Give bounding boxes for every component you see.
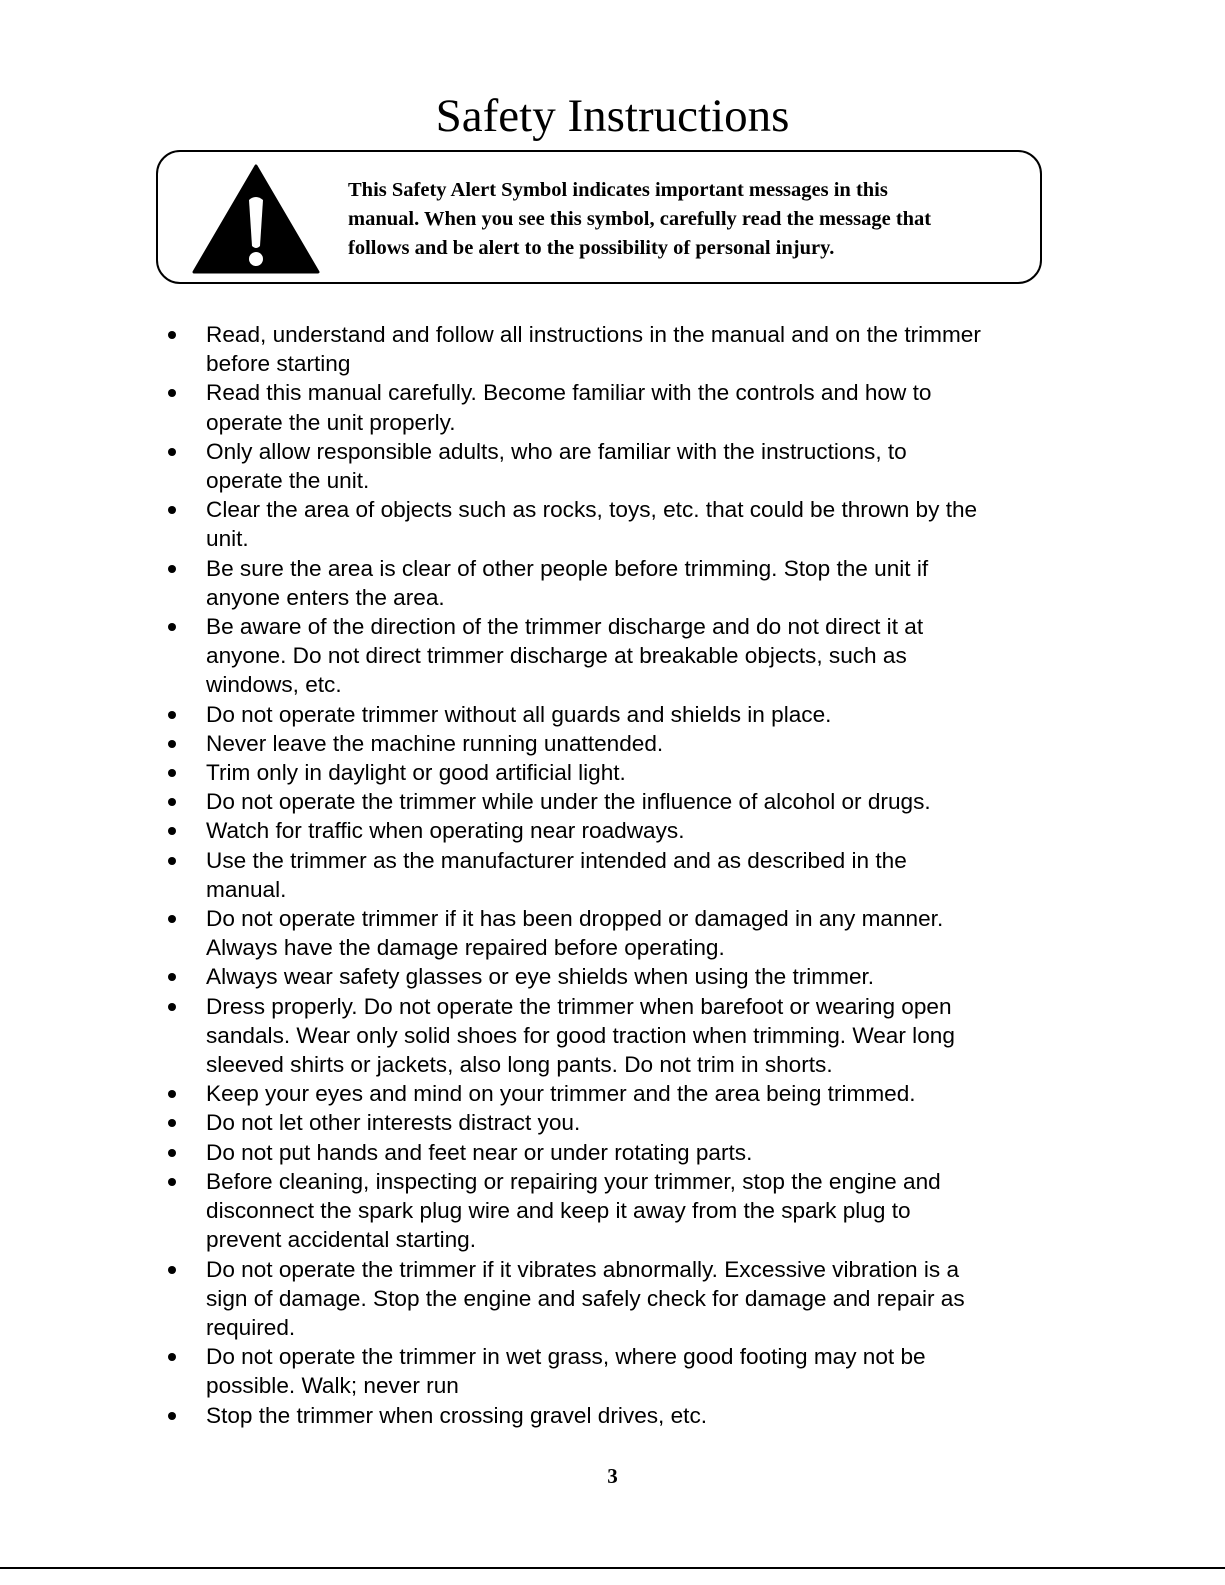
instruction-item <box>0 758 1225 787</box>
instruction-text-line: Trim only in daylight or good artificial light. <box>206 760 626 786</box>
instruction-item <box>0 554 1225 612</box>
bullet-dot-icon <box>168 389 176 397</box>
bullet-dot-icon <box>168 769 176 777</box>
instruction-text-line: Only allow responsible adults, who are familiar with the instructions, to <box>206 438 907 464</box>
instruction-item <box>0 1167 1225 1255</box>
safety-alert-box <box>156 150 1042 284</box>
instruction-text-line: operate the unit. <box>206 468 370 494</box>
bullet-dot-icon <box>168 448 176 456</box>
instruction-text-line: anyone. Do not direct trimmer discharge at breakable objects, such as <box>206 643 907 669</box>
bullet-dot-icon <box>168 565 176 573</box>
instruction-item <box>0 700 1225 729</box>
instruction-text-line: Clear the area of objects such as rocks, toys, etc. that could be thrown by the <box>206 497 978 523</box>
bullet-dot-icon <box>168 1003 176 1011</box>
instruction-text-line: Do not let other interests distract you. <box>206 1110 581 1136</box>
instruction-item <box>0 1255 1225 1343</box>
instruction-text-line: Do not put hands and feet near or under rotating parts. <box>206 1139 753 1165</box>
instruction-item <box>0 1108 1225 1137</box>
bullet-dot-icon <box>168 711 176 719</box>
instruction-item <box>0 846 1225 904</box>
bullet-dot-icon <box>168 915 176 923</box>
instruction-item <box>0 437 1225 495</box>
instruction-text-line: prevent accidental starting. <box>206 1227 477 1253</box>
instruction-item <box>0 1401 1225 1430</box>
instruction-text-line: Never leave the machine running unattended. <box>206 730 664 756</box>
alert-message <box>348 176 1048 263</box>
bullet-dot-icon <box>168 827 176 835</box>
instruction-item <box>0 962 1225 991</box>
instruction-text-line: sandals. Wear only solid shoes for good traction when trimming. Wear long <box>206 1022 955 1048</box>
bullet-dot-icon <box>168 506 176 514</box>
instruction-text-line: disconnect the spark plug wire and keep it away from the spark plug to <box>206 1198 911 1224</box>
instruction-item <box>0 904 1225 962</box>
bullet-dot-icon <box>168 1149 176 1157</box>
bullet-dot-icon <box>168 798 176 806</box>
instruction-text-line: Always have the damage repaired before operating. <box>206 935 725 961</box>
bullet-dot-icon <box>168 973 176 981</box>
instruction-item <box>0 1138 1225 1167</box>
instruction-item <box>0 320 1225 378</box>
instruction-text-line: Do not operate the trimmer in wet grass, where good footing may not be <box>206 1344 926 1370</box>
instruction-text-line: Be aware of the direction of the trimmer discharge and do not direct it at <box>206 614 924 640</box>
instruction-text-line: Do not operate trimmer if it has been dropped or damaged in any manner. <box>206 906 944 932</box>
page-number: 3 <box>607 1464 618 1488</box>
bullet-dot-icon <box>168 1178 176 1186</box>
bullet-dot-icon <box>168 1090 176 1098</box>
instruction-item <box>0 816 1225 845</box>
instruction-text-line: unit. <box>206 526 249 552</box>
instruction-text-line: Keep your eyes and mind on your trimmer and the area being trimmed. <box>206 1081 916 1107</box>
instruction-item <box>0 378 1225 436</box>
instruction-text-line: required. <box>206 1314 296 1340</box>
instruction-item <box>0 495 1225 553</box>
bullet-dot-icon <box>168 1266 176 1274</box>
bullet-dot-icon <box>168 1353 176 1361</box>
warning-triangle-exclamation-icon <box>192 164 320 274</box>
instruction-text-line: Always wear safety glasses or eye shields when using the trimmer. <box>206 964 875 990</box>
instruction-text-line: possible. Walk; never run <box>206 1373 459 1399</box>
instruction-text-line: before starting <box>206 351 351 377</box>
page-title: Safety Instructions <box>435 90 790 142</box>
page-bottom-rule <box>0 1567 1225 1569</box>
instruction-item <box>0 1342 1225 1400</box>
instruction-text-line: manual. <box>206 876 287 902</box>
safety-instruction-list <box>0 320 1225 1430</box>
alert-line: This Safety Alert Symbol indicates important messages in this <box>348 179 888 201</box>
bullet-dot-icon <box>168 331 176 339</box>
alert-line: follows and be alert to the possibility of personal injury. <box>348 237 835 259</box>
instruction-text-line: Stop the trimmer when crossing gravel drives, etc. <box>206 1402 708 1428</box>
instruction-text-line: Dress properly. Do not operate the trimmer when barefoot or wearing open <box>206 993 952 1019</box>
instruction-text-line: sign of damage. Stop the engine and safely check for damage and repair as <box>206 1285 965 1311</box>
bullet-dot-icon <box>168 740 176 748</box>
instruction-text-line: Be sure the area is clear of other people before trimming. Stop the unit if <box>206 555 929 581</box>
bullet-dot-icon <box>168 857 176 865</box>
instruction-item <box>0 787 1225 816</box>
instruction-text-line: Use the trimmer as the manufacturer intended and as described in the <box>206 847 907 873</box>
instruction-text-line: windows, etc. <box>206 672 342 698</box>
instruction-text-line: anyone enters the area. <box>206 584 445 610</box>
instruction-text-line: Before cleaning, inspecting or repairing your trimmer, stop the engine and <box>206 1168 941 1194</box>
bullet-dot-icon <box>168 1119 176 1127</box>
instruction-item <box>0 612 1225 700</box>
instruction-text-line: Do not operate trimmer without all guards and shields in place. <box>206 701 832 727</box>
instruction-item <box>0 729 1225 758</box>
instruction-text-line: Watch for traffic when operating near roadways. <box>206 818 685 844</box>
instruction-text-line: sleeved shirts or jackets, also long pants. Do not trim in shorts. <box>206 1052 833 1078</box>
instruction-text-line: Do not operate the trimmer if it vibrates abnormally. Excessive vibration is a <box>206 1256 960 1282</box>
instruction-text-line: Read, understand and follow all instructions in the manual and on the trimmer <box>206 322 981 347</box>
instruction-text-line: Do not operate the trimmer while under the influence of alcohol or drugs. <box>206 789 931 815</box>
instruction-text-line: operate the unit properly. <box>206 409 456 435</box>
alert-line: manual. When you see this symbol, carefully read the message that <box>348 208 932 230</box>
instruction-text-line: Read this manual carefully. Become familiar with the controls and how to <box>206 380 932 406</box>
bullet-dot-icon <box>168 1412 176 1420</box>
bullet-dot-icon <box>168 623 176 631</box>
instruction-item <box>0 992 1225 1080</box>
instruction-item <box>0 1079 1225 1108</box>
